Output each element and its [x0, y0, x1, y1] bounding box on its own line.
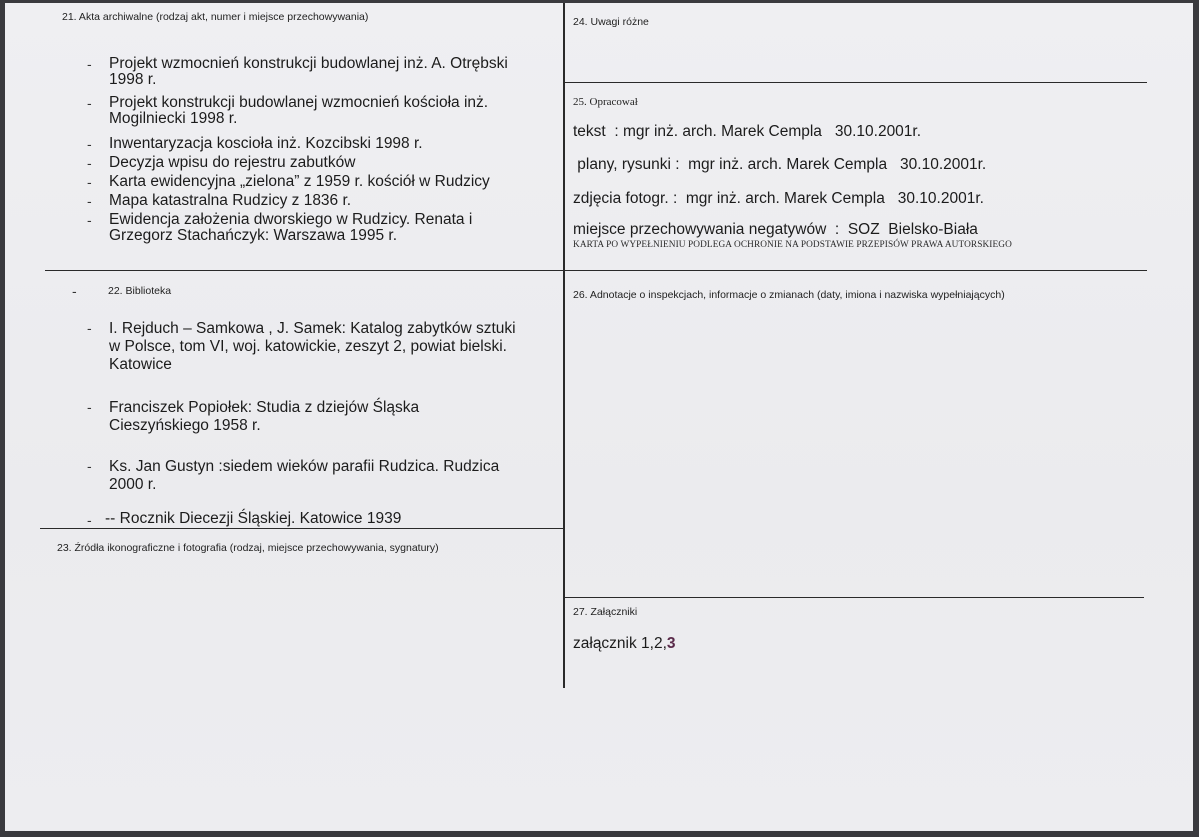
divider-21-22 — [45, 270, 1147, 271]
bullet: - — [87, 136, 92, 152]
list-item: I. Rejduch – Samkowa , J. Samek: Katalog zabytków sztuki w Polsce, tom VI, woj. katowickie, zeszyt 2, powiat bielski. Katowice — [109, 320, 516, 373]
entry-zdjecia: zdjęcia fotogr. : mgr inż. arch. Marek Cempla 30.10.2001r. — [573, 190, 984, 207]
section-22-heading: 22. Biblioteka — [108, 285, 172, 297]
divider-22-23 — [40, 528, 565, 529]
divider-24-25 — [565, 82, 1147, 83]
section-25-heading: 25. Opracował — [573, 96, 638, 108]
section-24-heading: 24. Uwagi różne — [573, 16, 649, 28]
list-item: Mapa katastralna Rudzicy z 1836 r. — [109, 192, 352, 209]
bullet: - — [87, 399, 92, 415]
attachments-value: załącznik 1,2,3 — [573, 635, 676, 652]
list-item: Franciszek Popiołek: Studia z dziejów Śląska Cieszyńskiego 1958 r. — [109, 399, 420, 434]
list-item: Inwentaryzacja koscioła inż. Kozcibski 1998 r. — [109, 135, 423, 152]
list-item: Decyzja wpisu do rejestru zabutków — [109, 154, 356, 171]
bullet: - — [87, 212, 92, 228]
list-item: Ewidencja założenia dworskiego w Rudzicy. Renata i Grzegorz Stachańczyk: Warszawa 1995 r. — [109, 211, 473, 244]
list-item: Ks. Jan Gustyn :siedem wieków parafii Rudzica. Rudzica 2000 r. — [109, 458, 500, 493]
section-23-heading: 23. Źródła ikonograficzne i fotografia (rodzaj, miejsce przechowywania, sygnatury) — [57, 542, 439, 554]
section-21-heading: 21. Akta archiwalne (rodzaj akt, numer i miejsce przechowywania) — [62, 11, 369, 23]
bullet: - — [87, 56, 92, 72]
list-item: Projekt konstrukcji budowlanej wzmocnień kościoła inż. Mogilniecki 1998 r. — [109, 94, 489, 127]
bullet: - — [87, 95, 92, 111]
list-item: Projekt wzmocnień konstrukcji budowlanej inż. A. Otrębski 1998 r. — [109, 55, 508, 88]
document-page — [5, 3, 1193, 831]
entry-tekst: tekst : mgr inż. arch. Marek Cempla 30.10.2001r. — [573, 123, 922, 140]
section-26-heading: 26. Adnotacje o inspekcjach, informacje o zmianach (daty, imiona i nazwiska wypełniających) — [573, 289, 1005, 301]
copyright-notice: KARTA PO WYPEŁNIENIU PODLEGA OCHRONIE NA PODSTAWIE PRZEPISÓW PRAWA AUTORSKIEGO — [573, 240, 1012, 250]
bullet: - — [87, 512, 92, 528]
attachment-3-handwritten: 3 — [666, 635, 676, 652]
bullet: - — [87, 193, 92, 209]
entry-negatywy: miejsce przechowywania negatywów : SOZ Bielsko-Biała — [573, 221, 978, 238]
section-27-heading: 27. Załączniki — [573, 606, 638, 618]
divider-26-27 — [565, 597, 1144, 598]
bullet: - — [87, 155, 92, 171]
heading-bullet: - — [72, 283, 77, 299]
entry-plany-rysunki: plany, rysunki : mgr inż. arch. Marek Cempla 30.10.2001r. — [573, 156, 987, 173]
vertical-divider — [563, 3, 565, 688]
bullet: - — [87, 458, 92, 474]
bullet: - — [87, 320, 92, 336]
list-item: -- Rocznik Diecezji Śląskiej. Katowice 1939 — [105, 510, 402, 527]
list-item: Karta ewidencyjna „zielona” z 1959 r. kościół w Rudzicy — [109, 173, 490, 190]
bullet: - — [87, 174, 92, 190]
